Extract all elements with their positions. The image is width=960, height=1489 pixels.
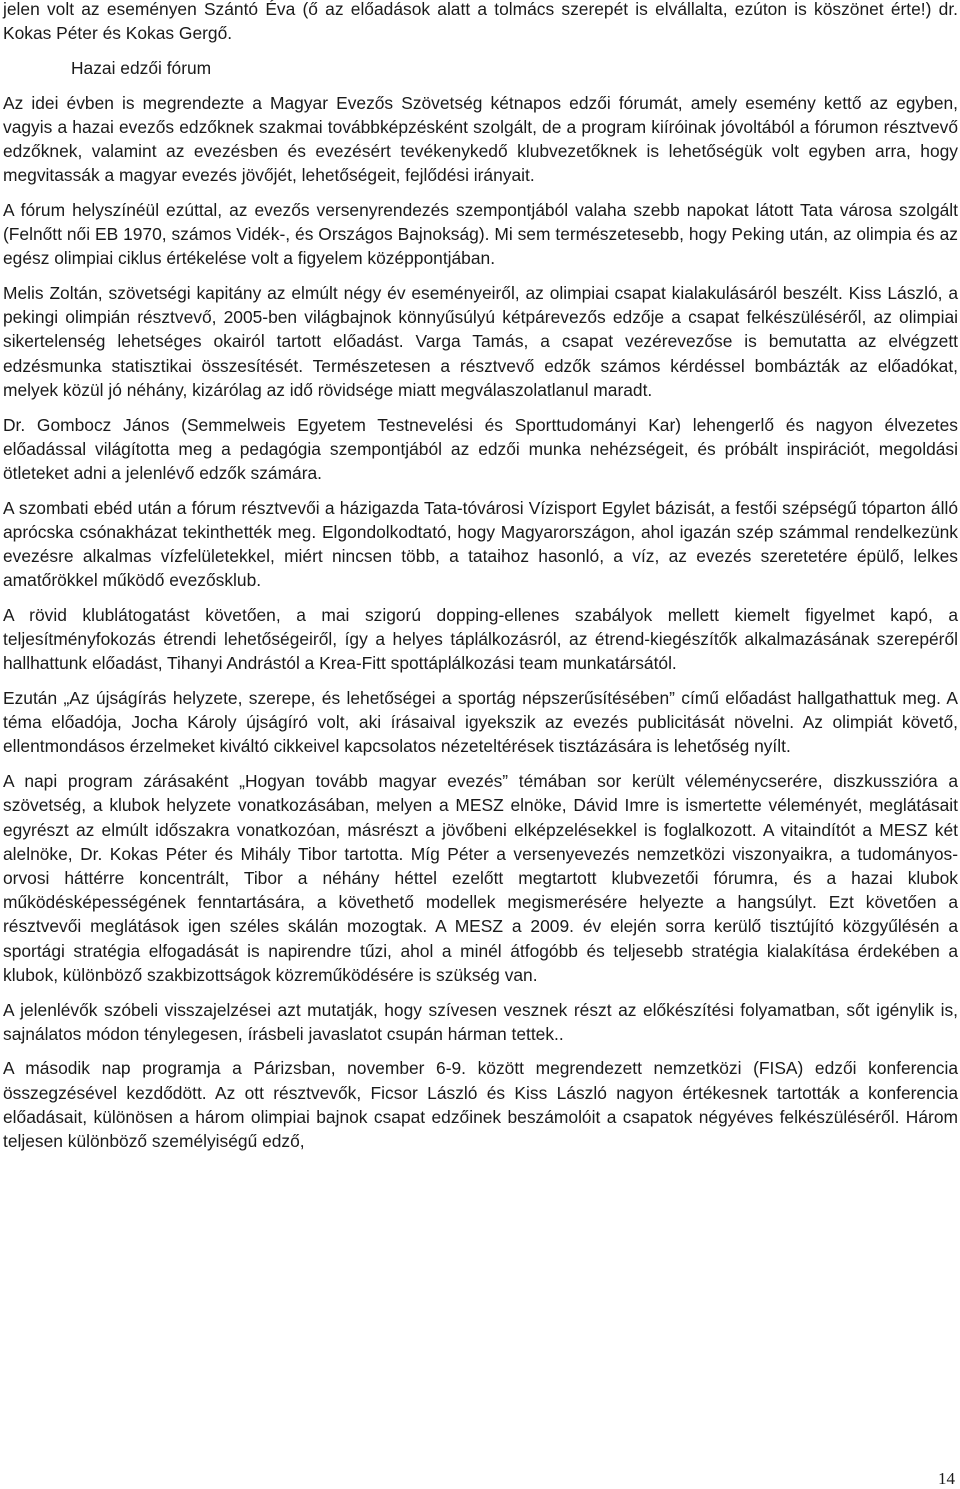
paragraph-intro-continuation: jelen volt az eseményen Szántó Éva (ő az előadások alatt a tolmács szerepét is elvállalta, ezúton is köszönet érte!) dr. Kokas Péter és Kokas Gergő. <box>3 0 958 44</box>
paragraph: A fórum helyszínéül ezúttal, az evezős versenyrendezés szempontjából valaha szebb napokat látott Tata városa szolgált (Felnőtt női EB 1970, számos Vidék-, és Országos Bajnokság). Mi sem természetesebb, hogy Peking után, az olimpia és az egész olimpiai ciklus értékelése volt a figyelem középpontjában. <box>3 199 958 269</box>
page-number: 14 <box>938 1469 955 1488</box>
paragraph: A szombati ebéd után a fórum résztvevői a házigazda Tata-tóvárosi Vízisport Egylet bázisát, a festői szépségű tóparton álló aprócska csónakházat tekinthették meg. Elgondolkodtató, hogy Magyarországon, ahol igazán szép számmal rendelkezünk evezésre alkalmas vízfelületekkel, miért nincsen több, a tataihoz hasonló, a víz, az evezés szeretetére épülő, lelkes amatőrökkel működő evezősklub. <box>3 497 958 591</box>
paragraph: Dr. Gombocz János (Semmelweis Egyetem Testnevelési és Sporttudományi Kar) lehengerlő és nagyon élvezetes előadással világította meg a pedagógia szempontjából az edzői munka nehézségeit, és próbált inspirációt, megoldási ötleteket adni a jelenlévő edzők számára. <box>3 414 958 483</box>
paragraph: A második nap programja a Párizsban, november 6-9. között megrendezett nemzetközi (FISA) edzői konferencia összegzésével kezdődött. Az ott résztvevők, Ficsor László és Kiss László nagyon értékesnek tartották a konferencia előadásait, különösen a három olimpiai bajnok csapat edzőinek beszámolóit a csapatok négyéves felkészüléséről. Három teljesen különböző személyiségű edző, <box>3 1058 958 1152</box>
paragraph: Melis Zoltán, szövetségi kapitány az elmúlt négy év eseményeiről, az olimpiai csapat kialakulásáról beszélt. Kiss László, a pekingi olimpián résztvevő, 2005-ben világbajnok könnyűsúlyú kétpárevezős edzője a csapat felkészüléséről, az olimpiai sikertelenség lehetséges okairól tartott előadást. Varga Tamás, a csapat vezérevezőse is bemutatta az elvégzett edzésmunka statisztikai összesítését. Természetesen a résztvevő edzők számos kérdéssel bombázták az előadókat, melyek közül jó néhány, kizárólag az idő rövidsége miatt megválaszolatlanul maradt. <box>3 283 958 400</box>
section-heading: Hazai edzői fórum <box>71 57 212 78</box>
paragraph: A napi program zárásaként „Hogyan tovább magyar evezés” témában sor került véleménycserére, diszkusszióra a szövetség, a klubok helyzete vonatkozásában, melyen a MESZ elnöke, Dávid Imre is ismertette véleményét, meglátásait egyrészt az elmúlt időszakra vonatkozóan, másrészt a jövőbeni elképzelésekkel is foglalkozott. A vitaindítót a MESZ két alelnöke, Dr. Kokas Péter és Mihály Tibor tartotta. Míg Péter a versenyevezés nemzetközi viszonyaikra, a tudományos-orvosi háttérre koncentrált, Tibor a néhány héttel ezelőtt megtartott klubvezetői fórumra, és a hazai klubok működésképességének fenntartására, a követhető modellek megismerésére helyezte a hangsúlyt. Ezt követően a résztvevői meglátások igen széles skálán mozogtak. A MESZ a 2009. év elején sorra kerülő tisztújító közgyűlésén a sportági stratégia elfogadását is napirendre tűzi, ahol a minél átfogóbb és teljesebb stratégia kialakítása érdekében a klubok, különböző szakbizottságok közreműködésére is szükség van. <box>3 771 958 985</box>
paragraph: A rövid klublátogatást követően, a mai szigorú dopping-ellenes szabályok mellett kiemelt figyelmet kapó, a teljesítményfokozás étrendi lehetőségeiről, így a helyes táplálkozásról, az étrend-kiegészítők alkalmazásának szerepéről hallhattunk előadást, Tihanyi Andrástól a Krea-Fitt spottáplálkozási team munkatársától. <box>3 604 958 674</box>
paragraph: Ezután „Az újságírás helyzete, szerepe, és lehetőségei a sportág népszerűsítésében” című előadást hallgathattuk meg. A téma előadója, Jocha Károly újságíró volt, aki írásaival igyekszik az evezés publicitását növelni. Az olimpiát követő, ellentmondásos érzelmeket kiváltó cikkeivel kapcsolatos nézeteltérések tisztázására is lehetőség nyílt. <box>3 688 958 757</box>
paragraph: Az idei évben is megrendezte a Magyar Evezős Szövetség kétnapos edzői fórumát, amely esemény kettő az egyben, vagyis a hazai evezős edzőknek szakmai továbbképzésként szolgált, de a program kiíróinak jóvoltából a fórumon résztvevő edzőknek, valamint az evezésben és evezésért tevékenykedő klubvezetőknek is lehetőségük volt egyben arra, hogy megvitassák a magyar evezés jövőjét, lehetőségeit, fejlődési irányait. <box>3 92 958 186</box>
paragraph: A jelenlévők szóbeli visszajelzései azt mutatják, hogy szívesen vesznek részt az előkészítési folyamatban, sőt igénylik is, sajnálatos módon ténylegesen, írásbeli javaslatot csupán hárman tettek.. <box>3 999 958 1044</box>
